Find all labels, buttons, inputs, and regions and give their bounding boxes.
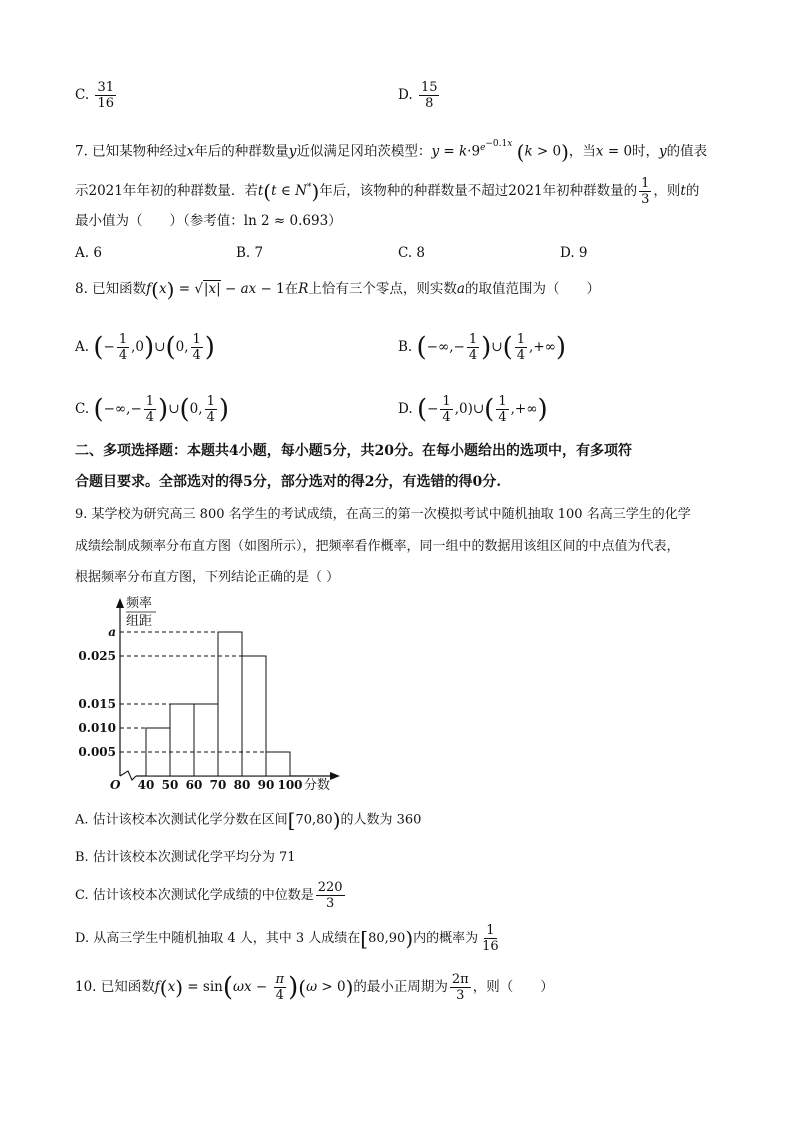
histogram-bar bbox=[194, 704, 218, 776]
x-tick-label: 90 bbox=[257, 778, 275, 792]
y-tick-label: 0.005 bbox=[78, 745, 116, 759]
q9-option-d: D. 从高三学生中随机抽取 4 人，其中 3 人成绩在[80,90)内的概率为 $\frac{1}{16}$ bbox=[75, 923, 499, 954]
x-tick-label: 100 bbox=[277, 778, 303, 792]
q7-stem-line3: 最小值为（ ）（参考值：ln 2 ≈ 0.693） bbox=[75, 213, 342, 229]
x-tick-label: 70 bbox=[209, 778, 227, 792]
y-axis-arrow bbox=[116, 598, 124, 608]
y-axis-label-bottom: 组距 bbox=[126, 614, 153, 629]
x-axis-arrow bbox=[330, 772, 340, 780]
y-tick-label: a bbox=[108, 625, 116, 639]
q6-option-d: D. $\frac{15}{8}$ bbox=[398, 80, 438, 111]
q7-option-d: D. 9 bbox=[560, 245, 588, 261]
x-tick-label: 60 bbox=[185, 778, 203, 792]
q9-stem-line1: 9. 某学校为研究高三 800 名学生的考试成绩，在高三的第一次模拟考试中随机抽取 100 名高三学生的化学 bbox=[75, 507, 691, 522]
y-tick-label: 0.025 bbox=[78, 649, 116, 663]
y-tick-label: 0.015 bbox=[78, 697, 116, 711]
q9-stem-line3: 根据频率分布直方图，下列结论正确的是（ ） bbox=[75, 570, 340, 585]
x-axis-label: 分数 bbox=[304, 778, 331, 793]
y-tick-label: 0.010 bbox=[78, 721, 116, 735]
x-tick-label: 50 bbox=[161, 778, 179, 792]
histogram-bar bbox=[266, 752, 290, 776]
y-axis-label-top: 频率 bbox=[126, 596, 153, 611]
x-tick-label: 40 bbox=[137, 778, 155, 792]
q9-option-c: C. 估计该校本次测试化学成绩的中位数是 $\frac{220}{3}$ bbox=[75, 880, 343, 911]
frequency-histogram bbox=[70, 590, 360, 800]
q9-stem-line2: 成绩绘制成频率分布直方图（如图所示），把频率看作概率，同一组中的数据用该组区间的中点值为代表， bbox=[75, 539, 680, 554]
q8-option-c: C. (−∞,− $\frac{1}{4}$ )∪(0, $\frac{1}{4}$ ) bbox=[75, 394, 229, 425]
q6-option-c-fraction: $\frac{31}{16}$ bbox=[97, 80, 114, 111]
q9-option-a: A. 估计该校本次测试化学分数在区间[70,80)的人数为 360 bbox=[75, 808, 422, 832]
histogram-bar bbox=[242, 656, 266, 776]
q8-option-a: A. (− $\frac{1}{4}$ ,0)∪(0, $\frac{1}{4}$ ) bbox=[75, 332, 215, 363]
q7-option-c: C. 8 bbox=[398, 245, 426, 261]
q7-stem-line2: 示2021年年初的种群数量．若t(t ∈ N*)年后，该物种的种群数量不超过2021年初种群数量的 $\frac{1}{3}$ ，则t的 bbox=[75, 176, 700, 207]
q7-option-a: A. 6 bbox=[75, 245, 102, 261]
section2-heading-line1: 二、多项选择题：本题共4小题，每小题5分，共20分。在每小题给出的选项中，有多项符 bbox=[75, 443, 632, 459]
q6-option-c: C. $\frac{31}{16}$ bbox=[75, 80, 114, 111]
axis-break-mark bbox=[120, 771, 136, 780]
histogram-bar bbox=[218, 632, 242, 776]
q7-stem-line1: 7. 已知某物种经过x年后的种群数量y近似满足冈珀茨模型：$y = k\cdot 9^{e^{-0.1x}}$ (k > 0)，当x = 0时，y的值表 bbox=[75, 139, 708, 164]
q6-option-d-fraction: $\frac{15}{8}$ bbox=[420, 80, 438, 111]
section2-heading-line2: 合题目要求。全部选对的得5分，部分选对的得2分，有选错的得0分. bbox=[75, 474, 502, 490]
x-tick-label: 80 bbox=[233, 778, 251, 792]
q8-option-b: B. (−∞,− $\frac{1}{4}$ )∪( $\frac{1}{4}$ ,+∞) bbox=[398, 332, 567, 363]
q8-stem: 8. 已知函数f(x) = √|x| − ax − 1在R上恰有三个零点，则实数a的取值范围为（ ） bbox=[75, 277, 600, 302]
origin-label: O bbox=[110, 778, 121, 792]
q9-option-b: B. 估计该校本次测试化学平均分为 71 bbox=[75, 850, 296, 865]
q7-option-b: B. 7 bbox=[236, 245, 264, 261]
histogram-bar bbox=[170, 704, 194, 776]
q8-option-d: D. (− $\frac{1}{4}$ ,0)∪( $\frac{1}{4}$ ,+∞) bbox=[398, 394, 548, 425]
q10-stem: 10. 已知函数f(x) = sin(ωx − $\frac{\pi}{4}$ )(ω > 0)的最小正周期为 $\frac{2\pi}{3}$ ，则（ ） bbox=[75, 972, 554, 1003]
